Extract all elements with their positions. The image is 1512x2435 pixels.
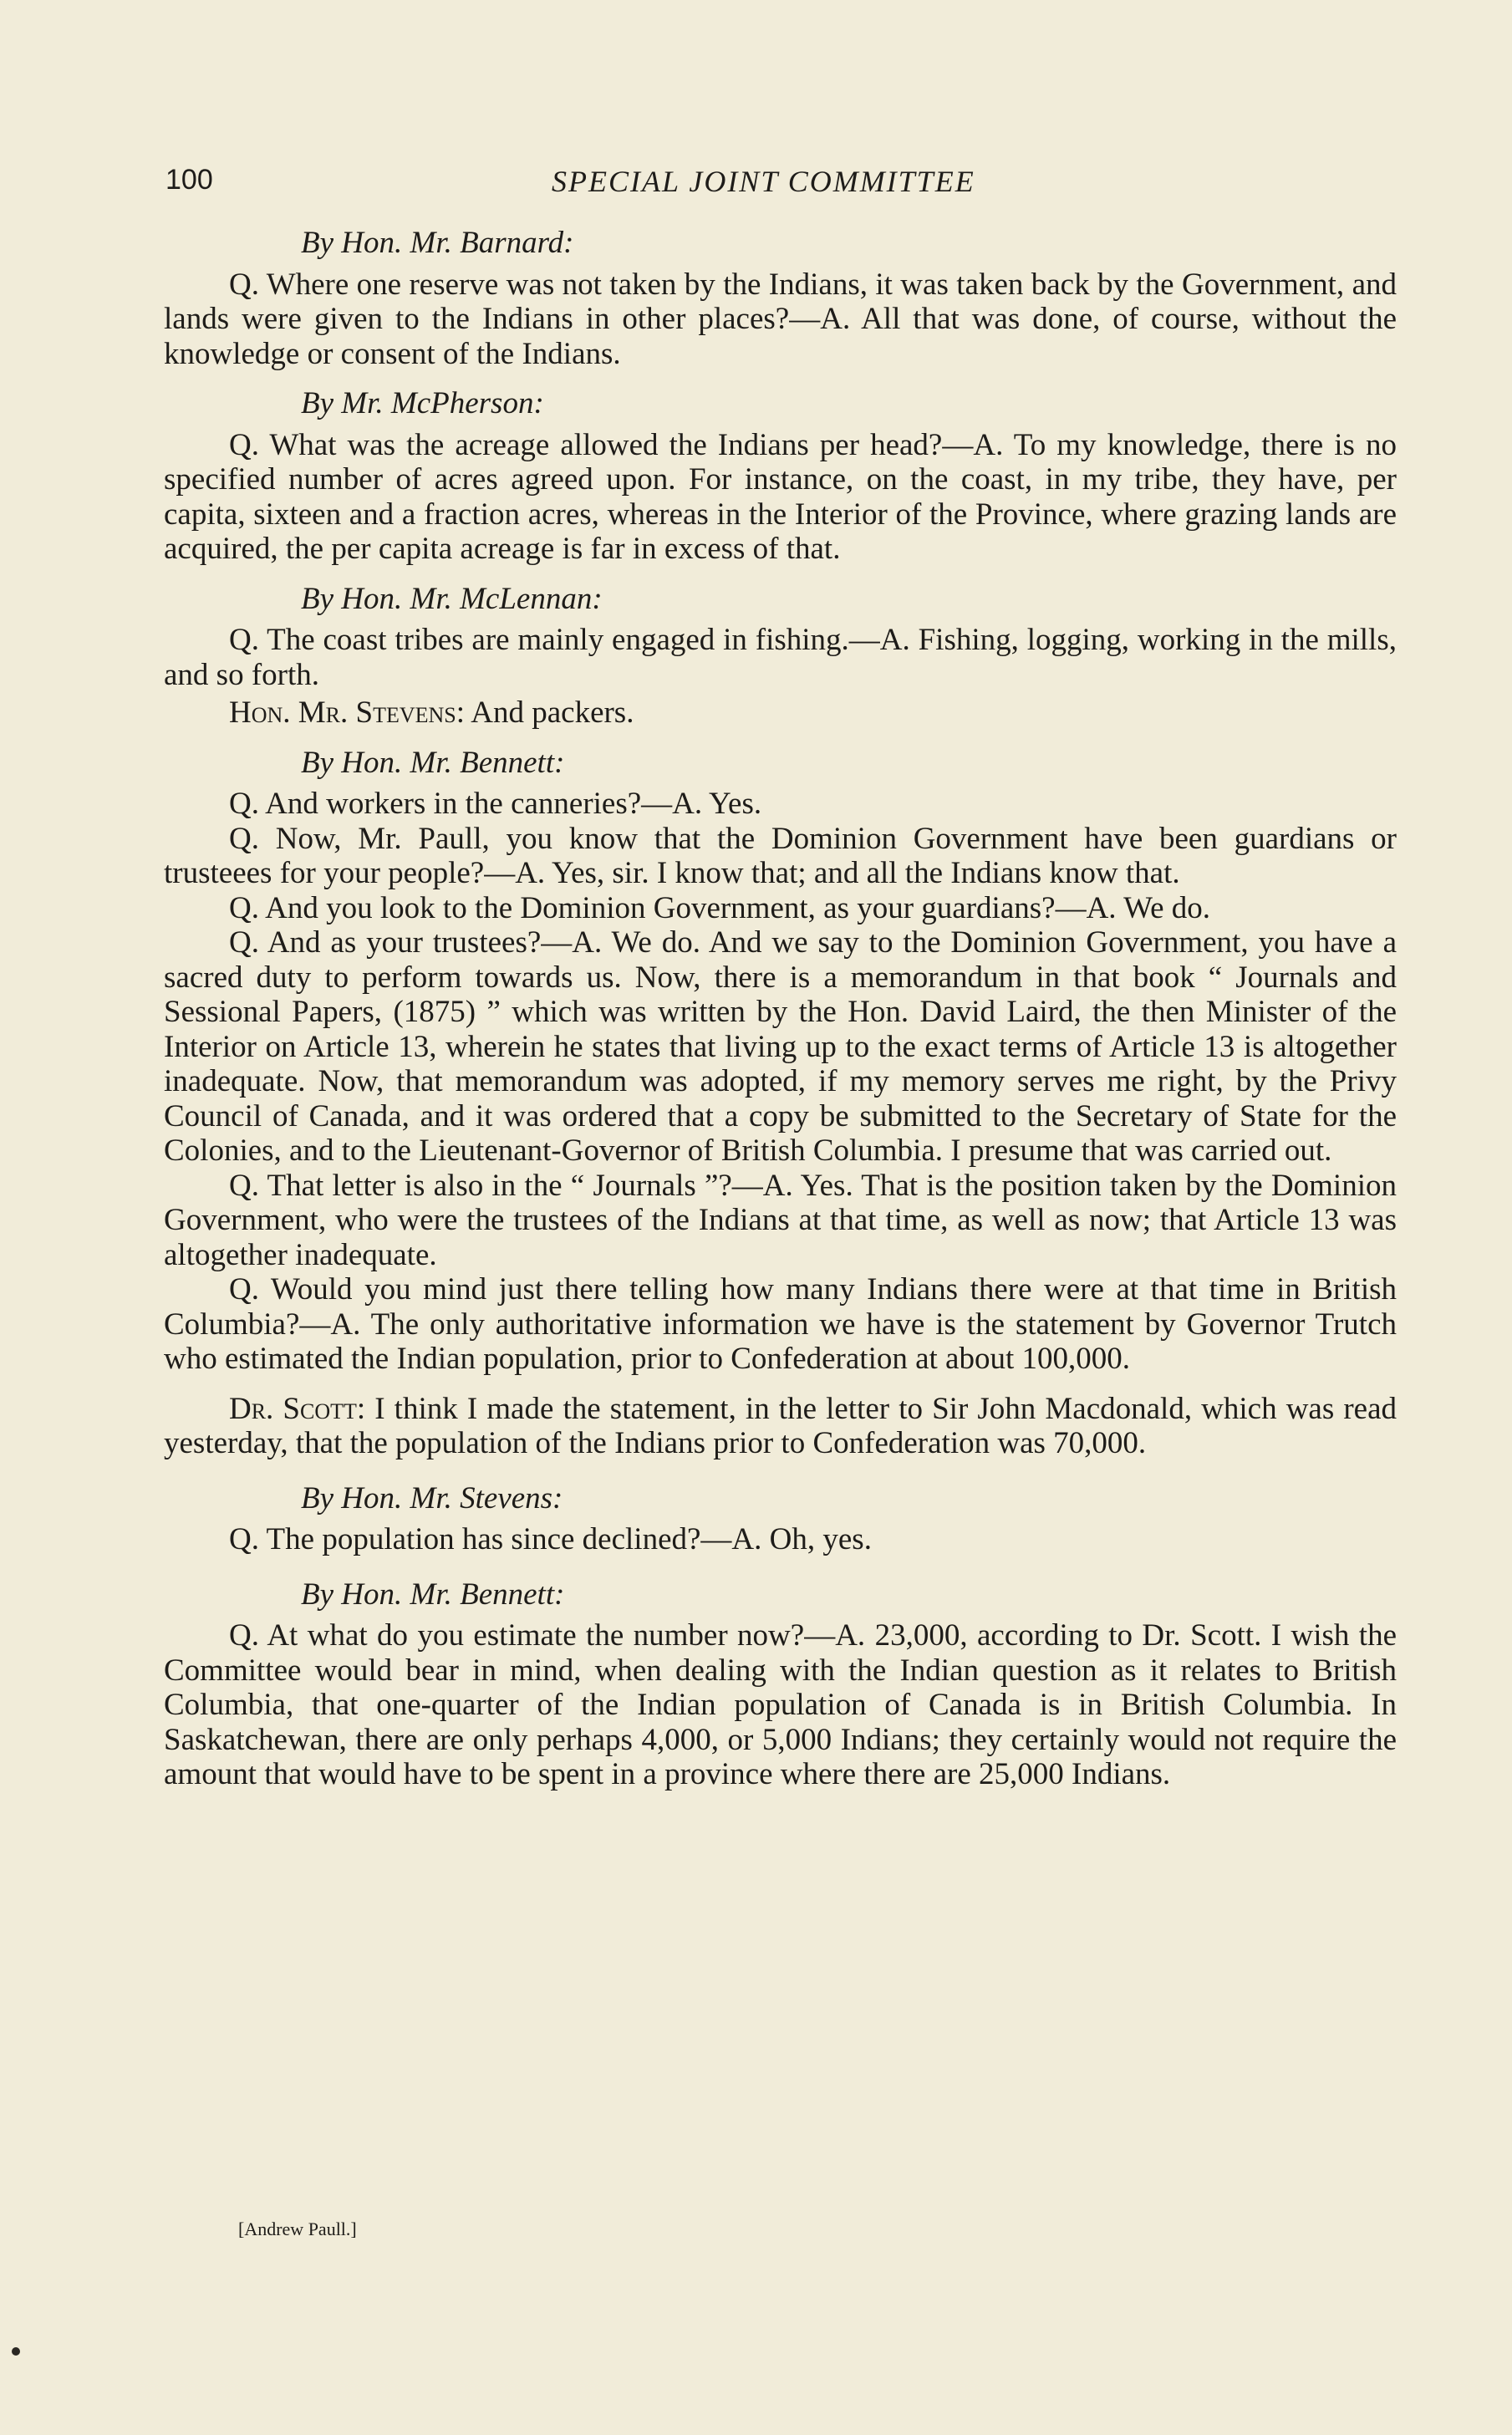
document-body bbox=[164, 226, 1397, 1792]
question-answer-paragraph: Q. What was the acreage allowed the Indians per head?—A. To my knowledge, there is no specified number of acres agreed upon. For instance, on the coast, in my tribe, they have, per capita, sixteen and a fraction acres, whereas in the Interior of the Province, where grazing lands are acquired, the per capita acreage is far in excess of that. bbox=[164, 427, 1397, 566]
witness-footnote: [Andrew Paull.] bbox=[238, 2218, 357, 2239]
interjection-paragraph bbox=[164, 1392, 1397, 1461]
question-answer-paragraph: Q. Now, Mr. Paull, you know that the Dominion Government have been guardians or trusteees for your people?—A. Yes, sir. I know that; and all the Indians know that. bbox=[164, 821, 1397, 890]
speaker-heading: By Hon. Mr. McLennan: bbox=[301, 581, 603, 616]
interjection-speaker: Hon. Mr. Stevens: bbox=[229, 695, 466, 730]
question-answer-paragraph: Q. The coast tribes are mainly engaged in fishing.—A. Fishing, logging, working in the mills, and so forth. bbox=[164, 623, 1397, 692]
interjection-text: I think I made the statement, in the letter to Sir John Macdonald, which was read yesterday, that the population of the Indians prior to Confederation was 70,000. bbox=[164, 1391, 1397, 1460]
question-answer-paragraph: Q. That letter is also in the “ Journals ”?—A. Yes. That is the position taken by the Dominion Government, who were the trustees of the Indians at that time, as well as now; that Article 13 was altogether inadequate. bbox=[164, 1168, 1397, 1272]
question-answer-paragraph: Q. And you look to the Dominion Government, as your guardians?—A. We do. bbox=[229, 890, 1211, 925]
interjection-speaker: Dr. Scott: bbox=[229, 1391, 366, 1426]
question-answer-paragraph: Q. And workers in the canneries?—A. Yes. bbox=[229, 787, 762, 821]
ink-speck bbox=[12, 2347, 20, 2356]
running-title: SPECIAL JOINT COMMITTEE bbox=[552, 165, 975, 198]
question-answer-paragraph: Q. Where one reserve was not taken by the Indians, it was taken back by the Government, and lands were given to the Indians in other places?—A. All that was done, of course, without the knowledge or consent of the Indians. bbox=[164, 267, 1397, 371]
question-answer-paragraph: Q. The population has since declined?—A. Oh, yes. bbox=[229, 1522, 872, 1556]
question-answer-paragraph: Q. Would you mind just there telling how many Indians there were at that time in British Columbia?—A. The only authoritative information we have is the statement by Governor Trutch who estimated the Indian population, prior to Confederation at about 100,000. bbox=[164, 1272, 1397, 1376]
interjection-text: And packers. bbox=[471, 695, 634, 730]
speaker-heading: By Hon. Mr. Bennett: bbox=[301, 1577, 565, 1612]
speaker-heading: By Hon. Mr. Barnard: bbox=[301, 226, 574, 260]
speaker-heading: By Hon. Mr. Stevens: bbox=[301, 1480, 563, 1516]
interjection-paragraph bbox=[164, 695, 1397, 731]
page-header bbox=[165, 164, 1403, 206]
speaker-heading: By Hon. Mr. Bennett: bbox=[301, 745, 565, 780]
question-answer-paragraph: Q. At what do you estimate the number now?—A. 23,000, according to Dr. Scott. I wish the Committee would bear in mind, when dealing with the Indian question as it relates to British Columbia, that one-quarter of the Indian population of Canada is in British Columbia. In Saskatchewan, there are only perhaps 4,000, or 5,000 Indians; they certainly would not require the amount that would have to be spent in a province where there are 25,000 Indians. bbox=[164, 1618, 1397, 1791]
speaker-heading: By Mr. McPherson: bbox=[301, 386, 544, 420]
question-answer-paragraph: Q. And as your trustees?—A. We do. And we say to the Dominion Government, you have a sacred duty to perform towards us. Now, there is a memorandum in that book “ Journals and Sessional Papers, (1875) ” which was written by the Hon. David Laird, the then Minister of the Interior on Article 13, wherein he states that living up to the exact terms of Article 13 is altogether inadequate. Now, that memorandum was adopted, if my memory serves me right, by the Privy Council of Canada, and it was ordered that a copy be submitted to the Secretary of State for the Colonies, and to the Lieutenant-Governor of British Columbia. I presume that was carried out. bbox=[164, 925, 1397, 1168]
page-number: 100 bbox=[165, 164, 213, 196]
